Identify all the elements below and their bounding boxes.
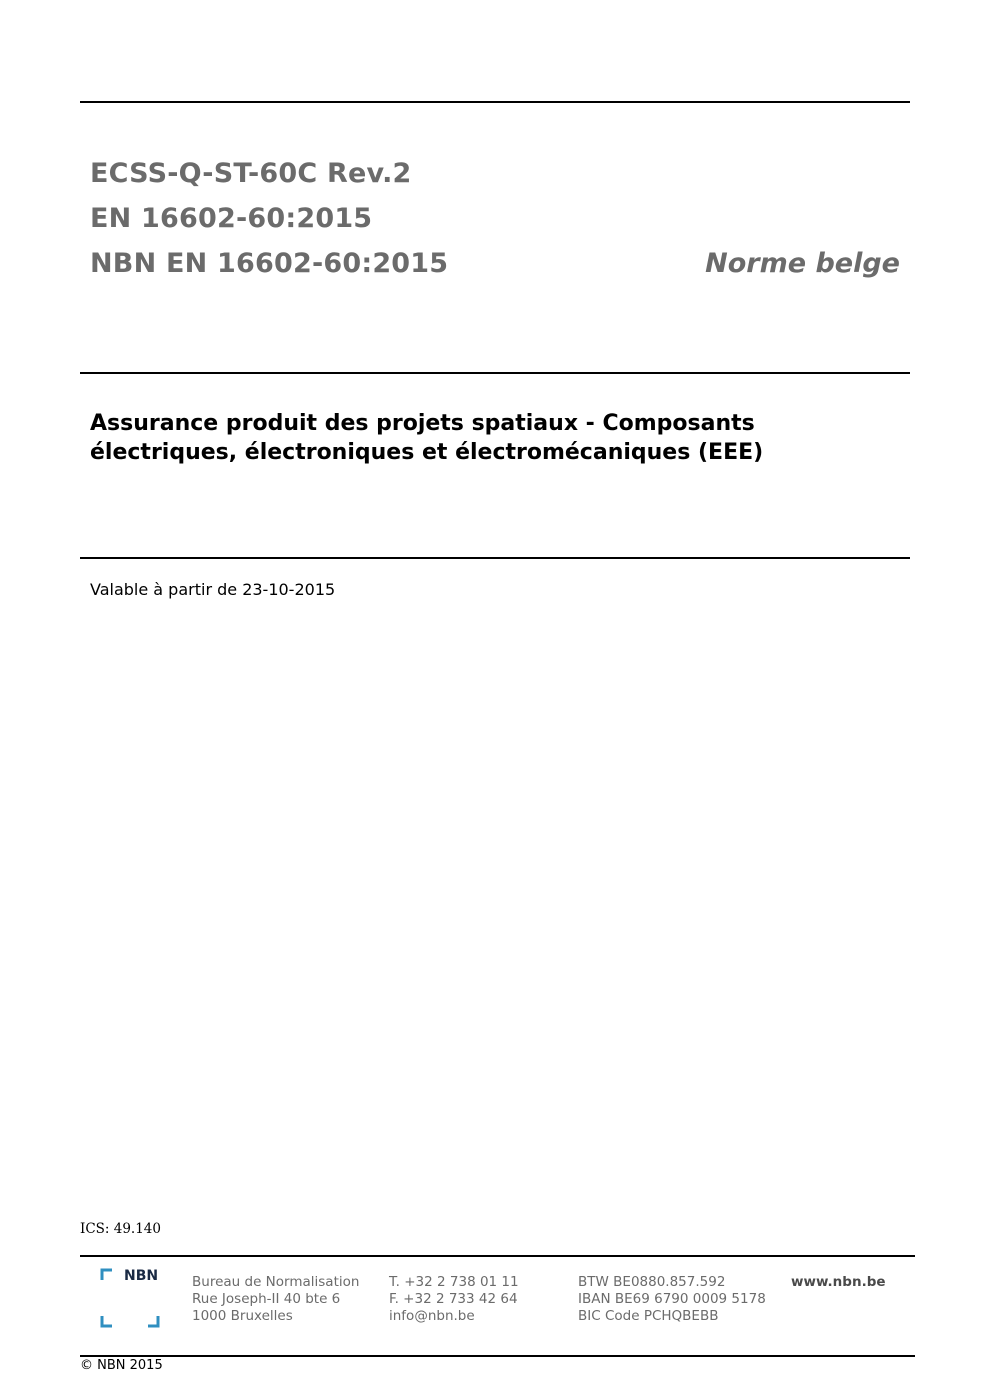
address-line-1: Bureau de Normalisation [192, 1274, 360, 1290]
rule-below-title [80, 557, 910, 559]
address-line-2: Rue Joseph-II 40 bte 6 [192, 1291, 341, 1307]
footer-bank [578, 1274, 766, 1325]
norme-label: Norme belge [705, 248, 900, 279]
contact-phone: T. +32 2 738 01 11 [389, 1274, 519, 1290]
copyright: © NBN 2015 [80, 1358, 163, 1373]
title-line-2: électriques, électroniques et électromécaniques (EEE) [90, 440, 764, 465]
footer-contact [389, 1274, 519, 1325]
code-nbn: NBN EN 16602-60:2015 [90, 248, 449, 279]
document-title [90, 409, 850, 467]
title-line-1: Assurance produit des projets spatiaux - Composants [90, 411, 755, 436]
top-rule [80, 101, 910, 103]
bank-vat: BTW BE0880.857.592 [578, 1274, 726, 1290]
code-en: EN 16602-60:2015 [90, 203, 373, 234]
bank-iban: IBAN BE69 6790 0009 5178 [578, 1291, 766, 1307]
validity-date: Valable à partir de 23-10-2015 [90, 580, 336, 599]
nbn-logo-text: NBN [124, 1268, 159, 1284]
contact-fax: F. +32 2 733 42 64 [389, 1291, 518, 1307]
ics-code: ICS: 49.140 [80, 1221, 161, 1237]
contact-email[interactable]: info@nbn.be [389, 1308, 475, 1324]
footer-bottom-rule [80, 1355, 915, 1357]
bank-bic: BIC Code PCHQBEBB [578, 1308, 719, 1324]
website-link[interactable]: www.nbn.be [791, 1274, 886, 1290]
code-ecss: ECSS-Q-ST-60C Rev.2 [90, 158, 412, 189]
footer-address [192, 1274, 359, 1325]
footer-top-rule [80, 1255, 915, 1257]
address-line-3: 1000 Bruxelles [192, 1308, 293, 1324]
rule-below-codes [80, 372, 910, 374]
